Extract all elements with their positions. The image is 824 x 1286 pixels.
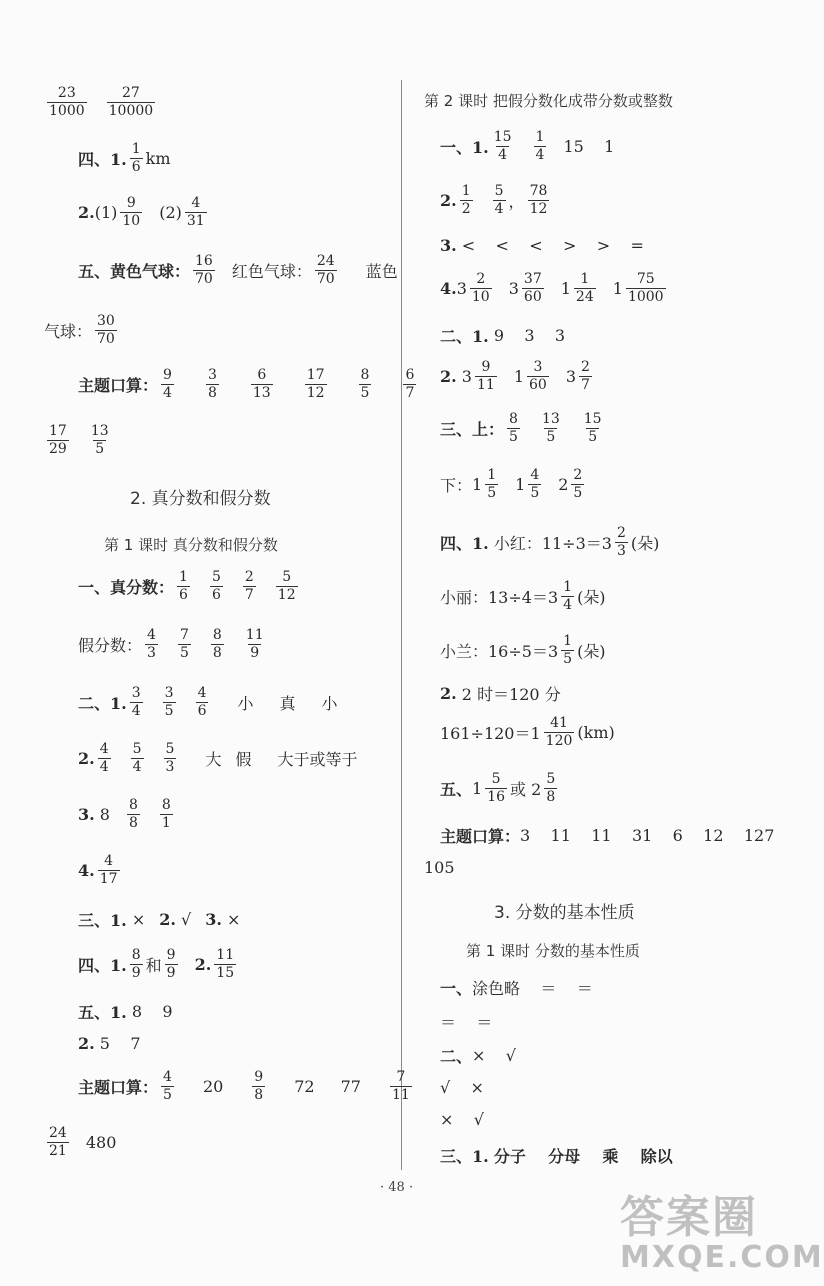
fraction: 1 6 xyxy=(179,569,188,603)
answer-line: 2. 3 9 11 1 3 60 3 2 7 xyxy=(440,359,590,393)
answer-line: 主题口算： 4 5 20 9 8 72 77 7 11 xyxy=(78,1069,410,1103)
fraction: 8 9 xyxy=(131,947,141,981)
answer-line: √ × xyxy=(440,1078,484,1097)
fraction: 15 4 xyxy=(493,129,512,163)
fraction: 9 8 xyxy=(254,1069,264,1103)
answer-line: 五、黄色气球： 16 70 红色气球： 24 70 蓝色 xyxy=(78,253,398,287)
fraction: 5 3 xyxy=(165,741,175,775)
fraction: 2 7 xyxy=(581,359,590,393)
fraction: 7 11 xyxy=(391,1069,410,1103)
answer-line: 105 xyxy=(424,858,455,877)
lesson-title: 第 1 课时 真分数和假分数 xyxy=(104,536,278,554)
fraction: 9 10 xyxy=(122,195,141,229)
fraction: 2 7 xyxy=(244,569,254,603)
fraction: 8 5 xyxy=(360,367,370,401)
fraction: 1 6 xyxy=(131,141,141,175)
answer-line: 二、 × √ xyxy=(440,1046,516,1066)
fraction: 4 3 xyxy=(147,627,156,661)
answer-line: 3. 8 8 8 8 1 xyxy=(78,797,171,831)
fraction: 5 4 xyxy=(494,183,504,217)
answer-line xyxy=(44,86,158,118)
fraction: 1 4 xyxy=(535,129,545,163)
fraction: 2 5 xyxy=(573,467,583,501)
fraction: 1 24 xyxy=(575,271,594,305)
fraction: 4 4 xyxy=(99,741,109,775)
answer-line xyxy=(44,424,114,456)
fraction: 1 5 xyxy=(487,467,497,501)
watermark-logo: 答案圈 MXQE.COM xyxy=(620,1192,824,1275)
fraction: 4 6 xyxy=(197,685,207,719)
fraction: 11 15 xyxy=(216,947,235,981)
fraction: 3 60 xyxy=(529,359,547,393)
fraction: 24 21 xyxy=(49,1125,67,1159)
answer-line: 2. (1) 9 10 (2) 4 31 xyxy=(78,195,205,229)
fraction: 2 3 xyxy=(616,525,626,559)
answer-line: 五、 1 5 16 或 2 5 8 xyxy=(440,771,556,805)
answer-line: 一、1. 15 4 1 4 15 1 xyxy=(440,129,615,163)
answer-line: × √ xyxy=(440,1110,484,1129)
answer-line: 2. 5 7 xyxy=(78,1034,141,1053)
fraction: 15 5 xyxy=(583,411,602,445)
fraction: 4 31 xyxy=(186,195,205,229)
fraction: 5 6 xyxy=(211,569,221,603)
fraction: 8 5 xyxy=(509,411,518,445)
fraction: 5 4 xyxy=(132,741,142,775)
answer-line: ＝ ＝ xyxy=(440,1013,493,1032)
fraction: 9 9 xyxy=(166,947,176,981)
fraction: 6 7 xyxy=(405,367,415,401)
fraction: 5 12 xyxy=(277,569,296,603)
fraction: 30 70 xyxy=(97,313,115,347)
fraction: 13 5 xyxy=(90,423,109,457)
fraction: 8 8 xyxy=(212,627,222,661)
answer-line: 4. 4 17 xyxy=(78,853,118,887)
fraction: 17 12 xyxy=(306,367,325,401)
fraction: 5 8 xyxy=(546,771,556,805)
fraction: 78 12 xyxy=(529,183,548,217)
fraction: 3 5 xyxy=(164,685,174,719)
fraction: 27 10000 xyxy=(108,85,154,119)
column-divider xyxy=(401,80,402,1170)
fraction: 75 1000 xyxy=(627,271,664,305)
fraction: 5 16 xyxy=(487,771,506,805)
fraction: 1 2 xyxy=(461,183,471,217)
answer-line: 主题口算： 9 4 3 8 6 13 17 12 8 5 6 7 xyxy=(78,367,415,401)
answer-line: 五、1. 8 9 xyxy=(78,1002,173,1022)
fraction: 9 11 xyxy=(476,359,495,393)
answer-line: 假分数： 4 3 7 5 8 8 11 9 xyxy=(78,627,264,661)
answer-line: 二、1. 3 4 3 5 4 6 小 真 小 xyxy=(78,685,338,719)
answer-line: 一、 涂色略 ＝ ＝ xyxy=(440,979,593,998)
answer-line: 2. 4 4 5 4 5 3 大 假 大于或等于 xyxy=(78,741,358,775)
section-title: 2. 真分数和假分数 xyxy=(130,489,271,509)
fraction: 8 1 xyxy=(161,797,171,831)
answer-line: 下： 1 1 5 1 4 5 2 2 5 xyxy=(440,467,583,501)
answer-line: 四、1. 1 6 km xyxy=(78,141,171,175)
fraction: 3 4 xyxy=(131,685,141,719)
answer-line: 三、上： 8 5 13 5 15 5 xyxy=(440,411,602,445)
fraction: 3 8 xyxy=(207,367,217,401)
fraction: 16 70 xyxy=(195,253,213,287)
section-title: 3. 分数的基本性质 xyxy=(494,903,635,923)
answer-line: 24 21 480 xyxy=(49,1125,117,1159)
answer-line: 二、1. 9 3 3 xyxy=(440,326,566,346)
fraction: 9 4 xyxy=(163,367,172,401)
answer-line: 小兰：16÷5＝3 1 5 (朵) xyxy=(440,633,606,667)
answer-line: 161÷120＝1 41 120 (km) xyxy=(440,715,615,749)
fraction: 23 1000 xyxy=(49,85,85,119)
answer-line: 主题口算： 3 11 11 31 6 12 127 xyxy=(440,826,775,846)
fraction: 7 5 xyxy=(179,627,189,661)
fraction: 8 8 xyxy=(128,797,138,831)
fraction: 37 60 xyxy=(523,271,542,305)
answer-line: 一、真分数： 1 6 5 6 2 7 5 12 xyxy=(78,569,296,603)
answer-line: 四、1. 8 9 和 9 9 2. 11 15 xyxy=(78,947,235,981)
fraction: 1 5 xyxy=(563,633,573,667)
fraction: 24 70 xyxy=(316,253,335,287)
fraction: 13 5 xyxy=(541,411,560,445)
page-number: · 48 · xyxy=(380,1180,414,1195)
fraction: 17 29 xyxy=(49,423,67,457)
fraction: 1 4 xyxy=(563,579,573,613)
answer-line: 三、1. × 2. √ 3. × xyxy=(78,910,241,930)
answer-line: 2. 2 时＝120 分 xyxy=(440,684,561,704)
fraction: 6 13 xyxy=(252,367,271,401)
lesson-title: 第 1 课时 分数的基本性质 xyxy=(466,942,640,960)
fraction: 11 9 xyxy=(245,627,264,661)
answer-line: 四、1. 小红：11÷3＝3 2 3 (朵) xyxy=(440,525,660,559)
answer-line: 气球： 30 70 xyxy=(44,313,115,347)
answer-line: 4. 3 2 10 3 37 60 1 1 24 1 75 1000 xyxy=(440,271,664,305)
answer-line: 3. < < < > > = xyxy=(440,236,644,255)
fraction: 4 17 xyxy=(99,853,118,887)
answer-line: 三、1. 分子 分母 乘 除以 xyxy=(440,1147,673,1166)
fraction: 41 120 xyxy=(545,715,573,749)
fraction: 2 10 xyxy=(471,271,490,305)
answer-line: 2. 1 2 5 4 ， 78 12 xyxy=(440,183,548,217)
fraction: 4 5 xyxy=(163,1069,172,1103)
answer-line: 小丽：13÷4＝3 1 4 (朵) xyxy=(440,579,606,613)
fraction: 4 5 xyxy=(530,467,540,501)
lesson-title: 第 2 课时 把假分数化成带分数或整数 xyxy=(424,92,673,110)
